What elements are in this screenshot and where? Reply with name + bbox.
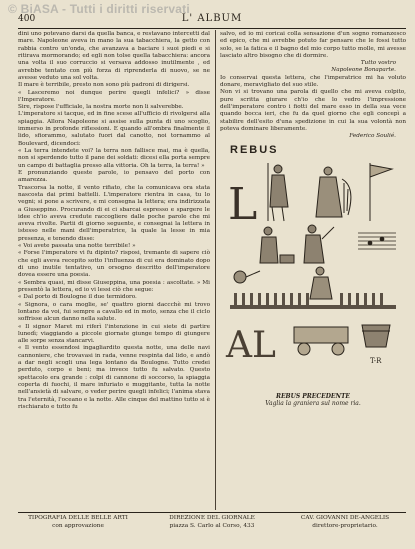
article-paragraph: salvo, ed io mi coricai colla sensazione d'un sogno romanzesco ed epico, che mi avrebbe potuto far pensare che le fossi tutto solo, se la fatica e il bagno del mio corpo tutto molle, mi avesse lasciato altro bisogno che di dormire. <box>220 31 406 59</box>
footer-printer-note: con approvazione <box>52 522 104 529</box>
article-paragraph: E pronunziando queste parole, io pensavo del porto con amarezza. <box>18 169 210 184</box>
rebus-title: REBUS <box>230 144 279 157</box>
article-paragraph: Io conservai questa lettera, che l'imperatrice mi ha voluto donare, meravigliato del suo stile. <box>220 74 406 89</box>
article-paragraph: « Sembra quasi, mi disse Giuseppina, una poesia : ascoltate. » Mi presentò la lettera, ed io vi lessi ciò che segue: <box>18 279 210 293</box>
rebus-illustration <box>220 159 406 389</box>
article-paragraph: Sire, rispose l'ufficiale, la nostra morte non li salverebbe. <box>18 104 184 111</box>
letter-signature: Napoleone Bonaparte. <box>331 67 396 74</box>
article-paragraph: « Il signor Maret mi riferì l'intenzione in cui siete di partire lunedì; viaggiando a piccole giornate giunge tempo di giungere alle sorpe senza stancarvi. <box>18 323 210 345</box>
footer-director-name: CAV. GIOVANNI DE-ANGELIS <box>300 515 390 521</box>
tub-icon <box>362 325 390 347</box>
rebus-previous-caption: REBUS PRECEDENTE <box>275 392 350 400</box>
running-title: L' ALBUM <box>181 13 243 24</box>
article-paragraph: Non vi si trovano una parola di quello che mi aveva colpito, pure scritta giurare ch'io che lo vedro l'impressione dell'imperatore contro i fiotti del mare esso in della sua vece quando bocca ieri, che fu da quel giorno che egli concepì a stabilire dell'esito d'una spedizione in cui la sua volontà non poteva dominare liberamente. <box>220 89 406 132</box>
article-paragraph: Trascorsa la notte, il vento rifiato, che la comunicava ora stata nascosta dai primi battelli. L'imperatore rientra in casa, tu lo vegni; si pone a scrivere, e mi consegna la lettera; era indirizzata a Giuseppino. Procurando di ei ci sbarcai espresso e spargere le idee ch'io aveva credute raccogliere dalle poche parole che mi aveva rivolte. Partii di giorno seguente, e consegnai la lettera in istesso nelle mani dell'imperatrice, la quale la lesse in mia presenza, e tenendo disse: <box>18 184 210 242</box>
rebus-letters-al: AL <box>226 324 276 366</box>
footer-printer <box>18 515 138 530</box>
article-paragraph: « Dal porto di Boulogne il due termidoro. <box>18 294 137 301</box>
article-paragraph: « Lasceremo noi dunque perire quegli infelici? » disse l'Imperatore. <box>18 89 210 103</box>
footer-office <box>152 515 272 530</box>
letter-closing: Tutto vostro <box>360 60 396 67</box>
page-footer <box>18 512 406 545</box>
rebus-letter-l: L <box>228 178 258 230</box>
article-paragraph: « Signora, o cara moglie, se' quattro giorni daccchè mi trovo lontano da voi, fui sempre a cavallo ed in moto, senza che il ciclo soffrisse alcun danno nella salute. <box>18 301 210 323</box>
footer-office-title: DIREZIONE DEL GIORNALE <box>169 515 255 521</box>
article-right-column <box>220 31 406 509</box>
footer-director-role: direttore-proprietario. <box>312 522 378 529</box>
article-paragraph: « Voi avete passata una notte terribile! » <box>18 243 136 250</box>
article-paragraph: Il mare è terribile, presto non sono più padroni di dirigersi. <box>18 82 190 89</box>
article-paragraph: « Forse l'imperatore vi fu dipinto? risposi, tremante di sapere ciò che egli aveva recepito sotto l'influenza di cui era dominato dopo di uno inutile tentativo, un orsogno descritto dell'imperatore dovea essere una poesia. <box>18 250 210 279</box>
footer-office-address: piazza S. Carlo al Corso, 433 <box>169 522 255 529</box>
article-left-column <box>18 31 210 509</box>
author-signature: Federico Soulié. <box>349 133 396 140</box>
article-paragraph: dini uno potevano darsi da quella banca, e restavano intercetti dal mare. Napoleone aveva in mano la sua tabacchiera, la getto con rabbia contro un'onda, che avanzava a baciare i suoi piedi e si ritirava mormorando; ed egli non tolse quella tabacchiera: ancora una volta il suo corruccio si versava addosso inutilmente , ed avrebbe tentato con più forza di riprenderla di nuovo, se ne avesse veduto una sol volta. <box>18 31 210 81</box>
footer-director <box>284 515 406 530</box>
rebus-letters-tr: T-R <box>370 356 382 365</box>
page-header <box>18 14 406 29</box>
article-paragraph: « Il vento essendosi ingagliardito questa notte, una delle navi cannoniere, che trovavasi in rada, venne respinta dal lido, e andò a dar negli scogli una lega lontano da Boulogne. Tutto credei perduto, corpo e beni; ma invece tutto fu salvato. Questo spettacolo era grande : colpi di cannone di soccorso, la spiaggia coperta di fuochi, il mare infuriato e muggitante, tutta la notte nell'ansietà di salvare, o veder perire quegli infelici; l'anima stava tra l'eternità, l'oceano e la notte. Alle cinque del mattino tutto si è rischiarato e tutto fu <box>18 345 210 410</box>
page-number: 400 <box>18 14 36 24</box>
footer-printer-name: TIPOGRAFIA DELLE BELLE ARTI <box>28 515 128 521</box>
article-paragraph: L'imperatore si tacque, ed in fine scese all'ufficio di rivolgersi alla spiaggia. Allora Napoleone si assise sulla punta di uno scoglio, immerso in profonde riflessioni. E quando all'ombra finalmente il lido, sfiorammo, salutato fuori dal canotto, noi tornammo al Boulevard, dicendoci: <box>18 111 210 147</box>
column-divider <box>215 30 216 510</box>
rebus-previous-answer: Vaglia la graniera sul nome ria. <box>265 400 361 408</box>
article-paragraph: « La terra intendete voi? la terra non fallisce mai, ma è quella, non si sperdendo tutto il pane dei soldati: dicesi ella porta sempre un campo di battaglia presso alla vittoria. Oh la terra, la terra! » <box>18 148 210 169</box>
copyright-watermark: © BiASA - Tutti i diritti riservati <box>8 2 190 16</box>
